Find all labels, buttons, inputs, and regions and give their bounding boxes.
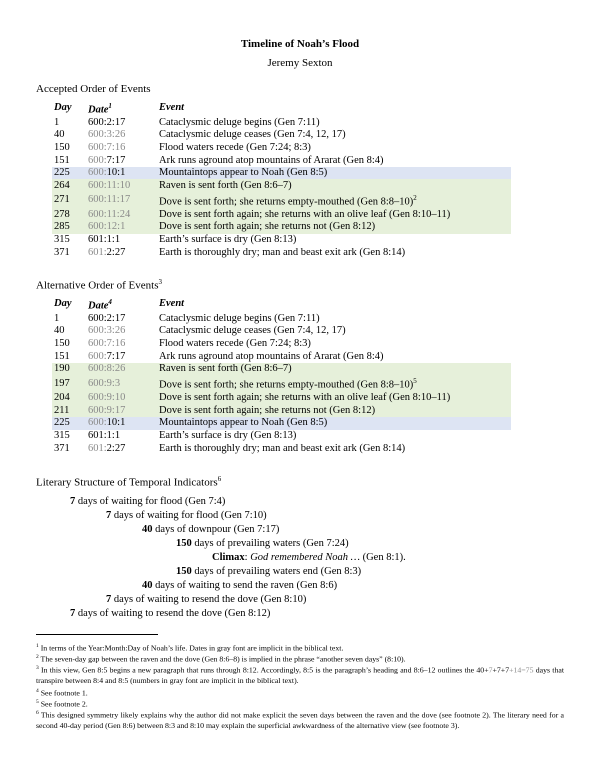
date-cell: 600:9:10	[86, 392, 157, 405]
event-cell: Dove is sent forth again; she returns with an olive leaf (Gen 8:10–11)	[157, 392, 511, 405]
literary-line: 7 days of waiting for flood (Gen 7:4)	[70, 496, 226, 507]
day-cell: 271	[52, 192, 86, 209]
table-row	[52, 246, 511, 259]
table-row	[52, 325, 511, 338]
literary-climax-line: Climax: God remembered Noah … (Gen 8:1).	[212, 552, 406, 563]
day-cell: 190	[52, 363, 86, 376]
date-cell: 600:7:17	[88, 350, 126, 362]
date-cell: 600:10:1	[86, 417, 157, 430]
day-cell: 225	[52, 167, 86, 180]
table-row	[52, 430, 511, 443]
table-row	[52, 417, 511, 430]
date-cell: 600:7:17	[88, 154, 126, 166]
footnote-2: $^2$ The seven-day gap between the raven and the dove (Gen 8:6–8) is implied in the phrase “another seven days” (8:10).	[36, 654, 406, 664]
event-cell: Dove is sent forth; she returns empty-mouthed (Gen 8:8–10)$^5$	[157, 375, 511, 392]
event-cell: Ark runs aground atop mountains of Ararat (Gen 8:4)	[159, 350, 384, 362]
table-row	[52, 442, 511, 455]
table-row	[52, 142, 511, 155]
day-cell: 151	[54, 350, 70, 362]
day-cell: 1	[54, 116, 60, 128]
date-cell: 600:7:16	[88, 337, 126, 349]
literary-line: 7 days of waiting to resend the dove (Gen 8:10)	[106, 594, 307, 605]
event-cell: Cataclysmic deluge ceases (Gen 7:4, 12, 17)	[159, 129, 346, 141]
section-heading-literary: Literary Structure of Temporal Indicators$^6$	[36, 475, 222, 489]
day-cell: 278	[52, 209, 86, 222]
date-cell: 601:2:27	[88, 246, 126, 258]
footnote-6: $^6$ This designed symmetry likely explains why the author did not make explicit the seven days between the raven and the dove (see footnote 2). The literary need for a second 40-day period (Gen 8:6) between 8:3 and 8:10 may explain the superficial awkwardness of the alternative view (see footnote 3).	[36, 710, 564, 730]
col-event-header: Event	[159, 102, 185, 114]
day-cell: 371	[54, 442, 70, 454]
table-row	[52, 179, 511, 192]
table-row	[52, 209, 511, 222]
event-cell: Flood waters recede (Gen 7:24; 8:3)	[159, 141, 311, 153]
event-cell: Raven is sent forth (Gen 8:6–7)	[157, 363, 511, 376]
footnote-3: $^3$ In this view, Gen 8:5 begins a new paragraph that runs through 8:12. Accordingly, 8:5 is the paragraph’s heading and 8:6–12 outlines the 40+7+7+7+14=75 days that transpire between 8:4 and 8:5 (numbers in gray font are implicit in the biblical text).	[36, 665, 564, 685]
literary-line: 40 days of downpour (Gen 7:17)	[142, 524, 280, 535]
table-row	[52, 313, 511, 326]
day-cell: 197	[52, 375, 86, 392]
event-cell: Mountaintops appear to Noah (Gen 8:5)	[157, 417, 511, 430]
literary-line: 40 days of waiting to send the raven (Gen 8:6)	[142, 580, 338, 591]
date-cell: 601:2:27	[88, 442, 126, 454]
day-cell: 40	[54, 129, 65, 141]
table-header-row	[52, 296, 511, 313]
date-cell: 600:7:16	[88, 141, 126, 153]
table-row	[52, 405, 511, 418]
event-cell: Flood waters recede (Gen 7:24; 8:3)	[159, 337, 311, 349]
table-row	[52, 167, 511, 180]
literary-line: 150 days of prevailing waters end (Gen 8:3)	[176, 566, 362, 577]
event-cell: Raven is sent forth (Gen 8:6–7)	[157, 179, 511, 192]
day-cell: 151	[54, 154, 70, 166]
table-row	[52, 338, 511, 351]
event-cell: Dove is sent forth again; she returns not (Gen 8:12)	[157, 221, 511, 234]
event-cell: Cataclysmic deluge ceases (Gen 7:4, 12, 17)	[159, 325, 346, 337]
date-cell: 600:3:26	[88, 325, 126, 337]
date-cell: 600:8:26	[86, 363, 157, 376]
day-cell: 150	[54, 141, 70, 153]
table-row	[52, 234, 511, 247]
col-date-header: Date$^1$	[88, 102, 112, 116]
document-author: Jeremy Sexton	[267, 57, 333, 69]
event-cell: Cataclysmic deluge begins (Gen 7:11)	[159, 312, 320, 324]
event-cell: Dove is sent forth again; she returns not (Gen 8:12)	[157, 405, 511, 418]
day-cell: 264	[52, 179, 86, 192]
date-cell: 600:11:17	[86, 192, 157, 209]
col-event-header: Event	[159, 298, 185, 310]
event-cell: Earth’s surface is dry (Gen 8:13)	[159, 430, 297, 442]
event-cell: Earth is thoroughly dry; man and beast exit ark (Gen 8:14)	[159, 442, 406, 454]
section-heading-accepted: Accepted Order of Events	[36, 83, 151, 95]
literary-line: 150 days of prevailing waters (Gen 7:24)	[176, 538, 349, 549]
day-cell: 150	[54, 337, 70, 349]
literary-line: 7 days of waiting for flood (Gen 7:10)	[106, 510, 267, 521]
day-cell: 315	[54, 430, 70, 442]
event-cell: Dove is sent forth; she returns empty-mouthed (Gen 8:8–10)$^2$	[157, 192, 511, 209]
table-row	[52, 363, 511, 376]
table-row	[52, 154, 511, 167]
date-cell: 601:1:1	[88, 430, 121, 442]
event-cell: Earth’s surface is dry (Gen 8:13)	[159, 234, 297, 246]
footnote-1: $^1$ In terms of the Year:Month:Day of Noah’s life. Dates in gray font are implicit in the biblical text.	[36, 643, 344, 653]
date-cell: 600:9:17	[86, 405, 157, 418]
day-cell: 211	[52, 405, 86, 418]
col-date-header: Date$^4$	[88, 298, 112, 312]
day-cell: 285	[52, 221, 86, 234]
table-header-row	[52, 100, 511, 117]
footnote-4: $^4$ See footnote 1.	[36, 688, 88, 698]
event-cell: Mountaintops appear to Noah (Gen 8:5)	[157, 167, 511, 180]
date-cell: 600:9:3	[86, 375, 157, 392]
day-cell: 1	[54, 312, 60, 324]
alternative-events-table	[52, 296, 511, 455]
table-row	[52, 129, 511, 142]
event-cell: Dove is sent forth again; she returns with an olive leaf (Gen 8:10–11)	[157, 209, 511, 222]
event-cell: Ark runs aground atop mountains of Ararat (Gen 8:4)	[159, 154, 384, 166]
table-row	[52, 350, 511, 363]
footnote-5: $^5$ See footnote 2.	[36, 699, 88, 709]
date-cell: 600:3:26	[88, 129, 126, 141]
table-row	[52, 117, 511, 130]
date-cell: 600:12:1	[86, 221, 157, 234]
day-cell: 40	[54, 325, 65, 337]
table-row	[52, 221, 511, 234]
accepted-events-table	[52, 100, 511, 259]
literary-line: 7 days of waiting to resend the dove (Gen 8:12)	[70, 608, 271, 619]
day-cell: 315	[54, 234, 70, 246]
footnote-rule	[36, 634, 158, 635]
day-cell: 204	[52, 392, 86, 405]
table-row	[52, 192, 511, 209]
date-cell: 600:2:17	[88, 312, 126, 324]
section-heading-alternative: Alternative Order of Events$^3$	[36, 278, 162, 292]
event-cell: Cataclysmic deluge begins (Gen 7:11)	[159, 116, 320, 128]
date-cell: 600:11:10	[86, 179, 157, 192]
table-row	[52, 392, 511, 405]
document-title: Timeline of Noah’s Flood	[240, 38, 360, 50]
col-day-header: Day	[54, 298, 72, 310]
table-row	[52, 375, 511, 392]
date-cell: 601:1:1	[88, 234, 121, 246]
day-cell: 371	[54, 246, 70, 258]
col-day-header: Day	[54, 102, 72, 114]
day-cell: 225	[52, 417, 86, 430]
event-cell: Earth is thoroughly dry; man and beast exit ark (Gen 8:14)	[159, 246, 406, 258]
date-cell: 600:11:24	[86, 209, 157, 222]
date-cell: 600:2:17	[88, 116, 126, 128]
date-cell: 600:10:1	[86, 167, 157, 180]
